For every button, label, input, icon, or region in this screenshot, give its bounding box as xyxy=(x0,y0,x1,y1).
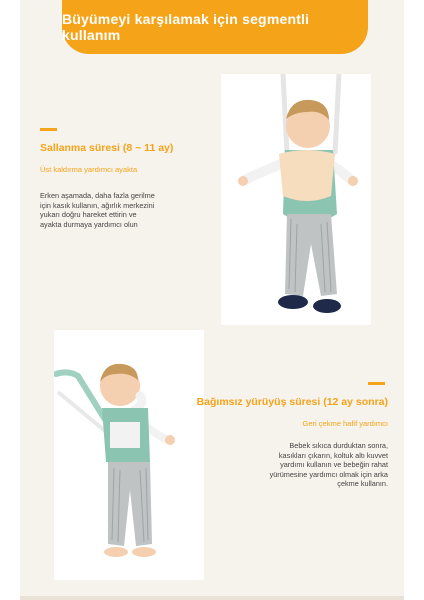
section2-description-line: çekme kullanın. xyxy=(337,479,388,489)
page-title-banner: Büyümeyi karşılamak için segmentli kullanım xyxy=(62,0,368,54)
section2-description-line: yürümesine yardımcı olmak için arka xyxy=(269,469,388,479)
baby-in-jumper-illustration xyxy=(221,74,371,325)
section2-description xyxy=(270,441,388,489)
section1-subtitle: Üst kaldırma yardımcı ayakta xyxy=(40,165,138,174)
section1-title: Sallanma süresi (8 ~ 11 ay) xyxy=(40,142,174,154)
section2-description-line: yardımı kullanın ve bebeğin rahat xyxy=(280,460,388,470)
section2-accent-line xyxy=(368,382,385,385)
section2-description-line: Bebek sıkıca durduktan sonra, xyxy=(289,441,388,450)
section2-description-line: kasıkları çıkarın, koltuk altı kuvvet xyxy=(278,450,388,460)
section1-description-line: ayakta durmaya yardımcı olun xyxy=(40,219,138,229)
section1-accent-line xyxy=(40,128,57,131)
baby-walking-photo xyxy=(54,330,204,580)
section2-subtitle: Geri çekme hafif yardımcı xyxy=(302,419,388,428)
bottom-divider xyxy=(20,596,404,600)
section2-title: Bağımsız yürüyüş süresi (12 ay sonra) xyxy=(196,396,388,408)
section1-description-line: Erken aşamada, daha fazla gerilme xyxy=(40,191,155,200)
section1-description-line: yukarı doğru hareket ettirin ve xyxy=(40,210,137,220)
section1-description xyxy=(40,191,155,229)
baby-walking-harness-illustration xyxy=(54,330,204,580)
section1-description-line: için kasık kullanın, ağırlık merkezini xyxy=(40,200,155,210)
baby-bouncer-photo xyxy=(221,74,371,325)
